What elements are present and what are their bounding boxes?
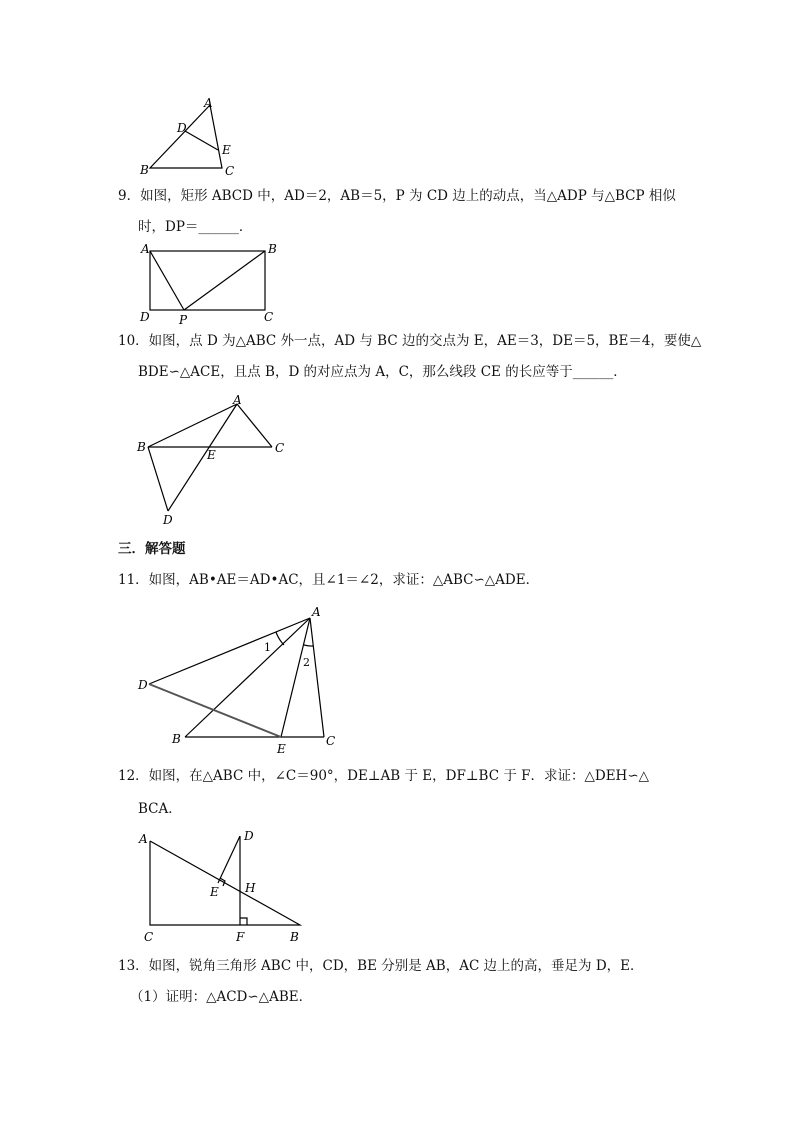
segment-ae bbox=[281, 618, 310, 737]
label-a: A bbox=[312, 605, 321, 619]
label-a: A bbox=[233, 393, 242, 407]
figure-q12 bbox=[136, 826, 316, 948]
label-p: P bbox=[179, 313, 188, 327]
label-c: C bbox=[225, 164, 235, 178]
q11-text-line1: 11．如图，AB•AE＝AD•AC，且∠1＝∠2，求证：△ABC∽△ADE． bbox=[118, 572, 540, 588]
label-c: C bbox=[144, 930, 154, 944]
figure-q10 bbox=[130, 392, 300, 532]
angle-2-arc bbox=[304, 645, 313, 646]
label-a: A bbox=[204, 96, 213, 110]
label-a: A bbox=[139, 832, 148, 846]
label-h: H bbox=[245, 881, 256, 895]
segment-da bbox=[149, 618, 310, 684]
label-d: D bbox=[177, 121, 187, 135]
label-d: D bbox=[163, 513, 173, 527]
label-e: E bbox=[277, 742, 286, 756]
figure-q8 bbox=[130, 95, 240, 180]
segment-ap bbox=[150, 251, 184, 310]
figure-q11 bbox=[135, 600, 345, 756]
label-e: E bbox=[222, 143, 231, 157]
q10-text-line1: 10．如图，点 D 为△ABC 外一点，AD 与 BC 边的交点为 E，AE＝3，DE＝5，BE＝4，要使△ bbox=[118, 333, 702, 349]
label-d: D bbox=[140, 310, 150, 324]
segment-de bbox=[149, 684, 281, 737]
angle-1-arc bbox=[276, 632, 284, 645]
label-c: C bbox=[275, 441, 285, 455]
figure-q9 bbox=[136, 240, 286, 326]
label-e: E bbox=[207, 448, 216, 462]
segment-ac bbox=[310, 618, 324, 737]
q9-text-line2: 时，DP＝______． bbox=[138, 219, 253, 235]
label-c: C bbox=[264, 310, 274, 324]
label-b: B bbox=[137, 440, 146, 454]
right-angle-f bbox=[240, 918, 247, 925]
q10-text-line2: BDE∽△ACE，且点 B，D 的对应点为 A，C，那么线段 CE 的长应等于______． bbox=[138, 364, 627, 380]
label-d: D bbox=[138, 678, 148, 692]
angle-label-1: 1 bbox=[264, 641, 271, 654]
q12-text-line1: 12．如图，在△ABC 中，∠C＝90°，DE⊥AB 于 E，DF⊥BC 于 F．求证：△DEH∽△ bbox=[118, 768, 650, 784]
label-b: B bbox=[290, 930, 299, 944]
label-e: E bbox=[210, 885, 219, 899]
segment-ab bbox=[185, 618, 310, 737]
label-f: F bbox=[236, 930, 245, 944]
triangle-abc bbox=[150, 841, 300, 925]
q13-part1: （1）证明：△ACD∽△ABE． bbox=[130, 989, 313, 1005]
q12-text-line2: BCA． bbox=[138, 801, 182, 817]
section-title: 三．解答题 bbox=[118, 541, 186, 557]
angle-label-2: 2 bbox=[303, 656, 310, 669]
segment-de bbox=[185, 131, 218, 150]
label-b: B bbox=[268, 242, 277, 256]
label-b: B bbox=[172, 732, 181, 746]
q13-text-line1: 13．如图，锐角三角形 ABC 中，CD，BE 分别是 AB，AC 边上的高，垂足为 D，E． bbox=[118, 958, 644, 974]
segment-de bbox=[218, 836, 240, 883]
q9-text-line1: 9．如图，矩形 ABCD 中，AD＝2，AB＝5，P 为 CD 边上的动点，当△ADP 与△BCP 相似 bbox=[118, 188, 676, 204]
label-c: C bbox=[326, 734, 336, 748]
segment-bd bbox=[148, 447, 168, 511]
label-a: A bbox=[141, 242, 150, 256]
triangle-abc bbox=[150, 105, 222, 168]
segment-ac bbox=[237, 404, 272, 447]
label-d: D bbox=[244, 829, 254, 843]
label-b: B bbox=[140, 163, 149, 177]
segment-bp bbox=[184, 251, 265, 310]
